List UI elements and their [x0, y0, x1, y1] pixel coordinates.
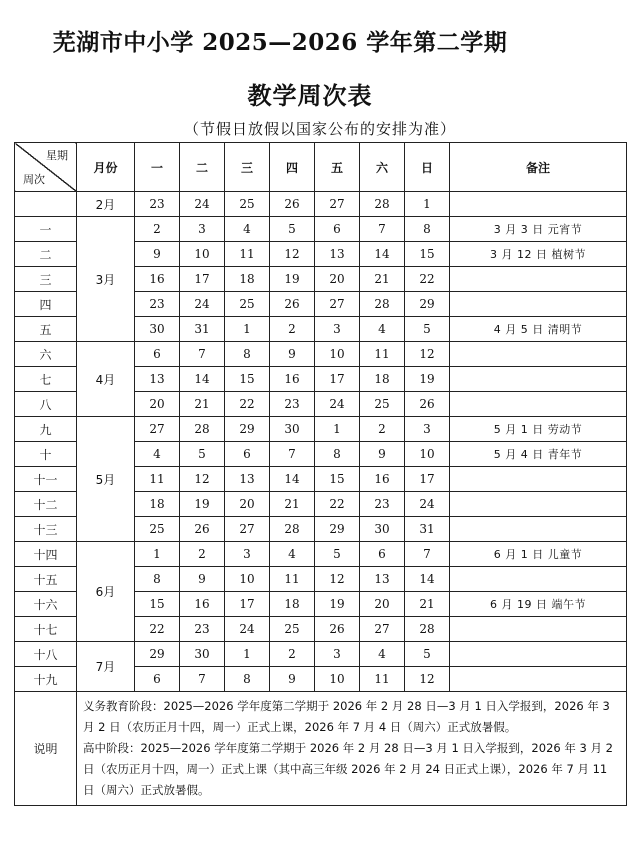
date-cell: 21	[180, 392, 225, 417]
date-cell: 28	[360, 292, 405, 317]
date-cell: 27	[225, 517, 270, 542]
day-header-tue: 二	[180, 143, 225, 192]
date-cell: 13	[225, 467, 270, 492]
date-cell: 23	[135, 192, 180, 217]
date-cell: 6	[135, 342, 180, 367]
date-cell: 10	[405, 442, 450, 467]
week-row	[15, 642, 627, 667]
holiday-note: （节假日放假以国家公布的安排为准）	[183, 120, 456, 138]
date-cell: 23	[180, 617, 225, 642]
date-cell: 14	[270, 467, 315, 492]
date-cell: 16	[270, 367, 315, 392]
schedule-body	[15, 192, 627, 692]
date-cell: 4	[225, 217, 270, 242]
date-cell: 11	[135, 467, 180, 492]
remark-cell	[450, 617, 627, 642]
date-cell: 26	[405, 392, 450, 417]
month-cell: 7月	[77, 642, 135, 692]
remark-cell	[450, 567, 627, 592]
date-cell: 11	[270, 567, 315, 592]
date-cell: 13	[135, 367, 180, 392]
date-cell: 25	[225, 192, 270, 217]
date-cell: 17	[315, 367, 360, 392]
page-subtitle: 教学周次表	[247, 81, 373, 110]
date-cell: 23	[360, 492, 405, 517]
week-row	[15, 542, 627, 567]
date-cell: 18	[270, 592, 315, 617]
date-cell: 3	[315, 642, 360, 667]
remark-cell: 5 月 1 日 劳动节	[450, 417, 627, 442]
date-cell: 12	[405, 342, 450, 367]
remark-cell	[450, 492, 627, 517]
week-number-cell: 十	[15, 442, 77, 467]
remark-cell: 5 月 4 日 青年节	[450, 442, 627, 467]
date-cell: 18	[225, 267, 270, 292]
date-cell: 1	[135, 542, 180, 567]
remark-cell: 3 月 12 日 植树节	[450, 242, 627, 267]
week-number-cell: 十八	[15, 642, 77, 667]
date-cell: 13	[360, 567, 405, 592]
compulsory-education-note: 义务教育阶段：2025—2026 学年度第二学期于 2026 年 2 月 28 日—3 月 1 日入学报到，2026 年 3 月 2 日（农历正月十四，周一）正式上课，2026 年 7 月 4 日（周六）正式放暑假。	[83, 699, 610, 734]
date-cell: 16	[180, 592, 225, 617]
date-cell: 31	[180, 317, 225, 342]
date-cell: 17	[180, 267, 225, 292]
date-cell: 9	[270, 342, 315, 367]
date-cell: 11	[360, 342, 405, 367]
date-cell: 3	[405, 417, 450, 442]
remark-cell	[450, 367, 627, 392]
week-row	[15, 217, 627, 242]
month-cell: 2月	[77, 192, 135, 217]
date-cell: 26	[270, 192, 315, 217]
date-cell: 2	[270, 317, 315, 342]
date-cell: 31	[405, 517, 450, 542]
remark-cell: 3 月 3 日 元宵节	[450, 217, 627, 242]
date-cell: 10	[225, 567, 270, 592]
date-cell: 21	[405, 592, 450, 617]
date-cell: 10	[180, 242, 225, 267]
date-cell: 30	[270, 417, 315, 442]
date-cell: 3	[180, 217, 225, 242]
week-number-cell: 二	[15, 242, 77, 267]
day-header-thu: 四	[270, 143, 315, 192]
date-cell: 6	[225, 442, 270, 467]
week-number-cell: 十五	[15, 567, 77, 592]
date-cell: 15	[225, 367, 270, 392]
date-cell: 28	[180, 417, 225, 442]
date-cell: 19	[270, 267, 315, 292]
month-header: 月份	[77, 143, 135, 192]
remark-cell	[450, 342, 627, 367]
date-cell: 5	[405, 317, 450, 342]
date-cell: 1	[315, 417, 360, 442]
date-cell: 19	[405, 367, 450, 392]
week-number-cell: 十四	[15, 542, 77, 567]
date-cell: 24	[180, 292, 225, 317]
date-cell: 9	[360, 442, 405, 467]
date-cell: 12	[270, 242, 315, 267]
week-number-cell: 七	[15, 367, 77, 392]
date-cell: 6	[135, 667, 180, 692]
day-header-mon: 一	[135, 143, 180, 192]
date-cell: 8	[225, 342, 270, 367]
week-number-cell: 六	[15, 342, 77, 367]
date-cell: 19	[180, 492, 225, 517]
date-cell: 28	[360, 192, 405, 217]
remark-cell	[450, 292, 627, 317]
date-cell: 9	[135, 242, 180, 267]
date-cell: 8	[135, 567, 180, 592]
date-cell: 7	[405, 542, 450, 567]
date-cell: 30	[360, 517, 405, 542]
date-cell: 24	[225, 617, 270, 642]
date-cell: 26	[270, 292, 315, 317]
date-cell: 2	[180, 542, 225, 567]
date-cell: 13	[315, 242, 360, 267]
day-header-fri: 五	[315, 143, 360, 192]
week-number-cell: 十二	[15, 492, 77, 517]
date-cell: 4	[360, 317, 405, 342]
date-cell: 25	[360, 392, 405, 417]
week-row	[15, 192, 627, 217]
month-cell: 3月	[77, 217, 135, 342]
week-number-cell: 三	[15, 267, 77, 292]
week-number-cell: 一	[15, 217, 77, 242]
date-cell: 10	[315, 667, 360, 692]
day-header-sun: 日	[405, 143, 450, 192]
date-cell: 15	[315, 467, 360, 492]
date-cell: 15	[135, 592, 180, 617]
date-cell: 14	[180, 367, 225, 392]
date-cell: 29	[225, 417, 270, 442]
date-cell: 17	[225, 592, 270, 617]
date-cell: 4	[360, 642, 405, 667]
day-header-sat: 六	[360, 143, 405, 192]
date-cell: 21	[270, 492, 315, 517]
date-cell: 26	[315, 617, 360, 642]
date-cell: 16	[135, 267, 180, 292]
date-cell: 12	[315, 567, 360, 592]
date-cell: 1	[225, 317, 270, 342]
explanation-label: 说明	[15, 692, 77, 806]
remark-cell	[450, 667, 627, 692]
date-cell: 29	[135, 642, 180, 667]
date-cell: 6	[360, 542, 405, 567]
date-cell: 16	[360, 467, 405, 492]
date-cell: 21	[360, 267, 405, 292]
date-cell: 30	[180, 642, 225, 667]
date-cell: 2	[270, 642, 315, 667]
date-cell: 10	[315, 342, 360, 367]
date-cell: 20	[315, 267, 360, 292]
week-number-cell: 十六	[15, 592, 77, 617]
date-cell: 23	[270, 392, 315, 417]
remark-cell	[450, 467, 627, 492]
explanation-text	[77, 692, 627, 806]
date-cell: 2	[135, 217, 180, 242]
month-cell: 5月	[77, 417, 135, 542]
date-cell: 8	[405, 217, 450, 242]
date-cell: 27	[315, 192, 360, 217]
date-cell: 1	[225, 642, 270, 667]
date-cell: 25	[270, 617, 315, 642]
date-cell: 11	[225, 242, 270, 267]
date-cell: 7	[360, 217, 405, 242]
date-cell: 9	[270, 667, 315, 692]
date-cell: 5	[180, 442, 225, 467]
date-cell: 3	[315, 317, 360, 342]
remark-cell	[450, 192, 627, 217]
date-cell: 14	[360, 242, 405, 267]
date-cell: 27	[360, 617, 405, 642]
date-cell: 14	[405, 567, 450, 592]
date-cell: 5	[315, 542, 360, 567]
date-cell: 6	[315, 217, 360, 242]
week-number-cell: 四	[15, 292, 77, 317]
date-cell: 22	[135, 617, 180, 642]
date-cell: 24	[315, 392, 360, 417]
date-cell: 22	[315, 492, 360, 517]
week-number-cell: 十三	[15, 517, 77, 542]
week-number-cell: 十七	[15, 617, 77, 642]
date-cell: 24	[405, 492, 450, 517]
date-cell: 19	[315, 592, 360, 617]
date-cell: 27	[315, 292, 360, 317]
date-cell: 20	[225, 492, 270, 517]
high-school-note: 高中阶段：2025—2026 学年度第二学期于 2026 年 2 月 28 日—3 月 1 日入学报到，2026 年 3 月 2 日（农历正月十四，周一）正式上课（其中高三年级 2026 年 2 月 24 日正式上课），2026 年 7 月 11 日（周六）正式放暑假。	[83, 741, 613, 797]
date-cell: 4	[270, 542, 315, 567]
explanation-row	[15, 692, 627, 806]
date-cell: 26	[180, 517, 225, 542]
date-cell: 15	[405, 242, 450, 267]
date-cell: 27	[135, 417, 180, 442]
week-number-cell	[15, 192, 77, 217]
week-row	[15, 342, 627, 367]
day-header-wed: 三	[225, 143, 270, 192]
diagonal-header-cell	[15, 143, 77, 192]
date-cell: 29	[315, 517, 360, 542]
date-cell: 25	[135, 517, 180, 542]
date-cell: 7	[180, 667, 225, 692]
date-cell: 7	[180, 342, 225, 367]
date-cell: 4	[135, 442, 180, 467]
week-axis-label: 周次	[23, 173, 45, 186]
remark-cell	[450, 392, 627, 417]
month-cell: 6月	[77, 542, 135, 642]
date-cell: 2	[360, 417, 405, 442]
date-cell: 28	[405, 617, 450, 642]
date-cell: 3	[225, 542, 270, 567]
remarks-header: 备注	[450, 143, 627, 192]
date-cell: 18	[135, 492, 180, 517]
date-cell: 22	[225, 392, 270, 417]
remark-cell: 6 月 19 日 端午节	[450, 592, 627, 617]
remark-cell	[450, 267, 627, 292]
date-cell: 9	[180, 567, 225, 592]
date-cell: 29	[405, 292, 450, 317]
date-cell: 5	[270, 217, 315, 242]
remark-cell	[450, 517, 627, 542]
date-cell: 11	[360, 667, 405, 692]
remark-cell: 4 月 5 日 清明节	[450, 317, 627, 342]
date-cell: 12	[180, 467, 225, 492]
date-cell: 17	[405, 467, 450, 492]
week-row	[15, 417, 627, 442]
date-cell: 8	[315, 442, 360, 467]
week-number-cell: 八	[15, 392, 77, 417]
month-cell: 4月	[77, 342, 135, 417]
date-cell: 18	[360, 367, 405, 392]
date-cell: 1	[405, 192, 450, 217]
date-cell: 5	[405, 642, 450, 667]
week-number-cell: 十九	[15, 667, 77, 692]
date-cell: 8	[225, 667, 270, 692]
date-cell: 25	[225, 292, 270, 317]
week-number-cell: 九	[15, 417, 77, 442]
date-cell: 28	[270, 517, 315, 542]
date-cell: 30	[135, 317, 180, 342]
date-cell: 12	[405, 667, 450, 692]
week-number-cell: 五	[15, 317, 77, 342]
date-cell: 20	[135, 392, 180, 417]
remark-cell: 6 月 1 日 儿童节	[450, 542, 627, 567]
date-cell: 7	[270, 442, 315, 467]
week-number-cell: 十一	[15, 467, 77, 492]
date-cell: 23	[135, 292, 180, 317]
date-cell: 20	[360, 592, 405, 617]
schedule-table	[14, 142, 627, 806]
date-cell: 22	[405, 267, 450, 292]
weekday-axis-label: 星期	[46, 149, 68, 162]
date-cell: 24	[180, 192, 225, 217]
header-row	[15, 143, 627, 192]
remark-cell	[450, 642, 627, 667]
page-title: 芜湖市中小学 2025—2026 学年第二学期	[52, 29, 508, 56]
